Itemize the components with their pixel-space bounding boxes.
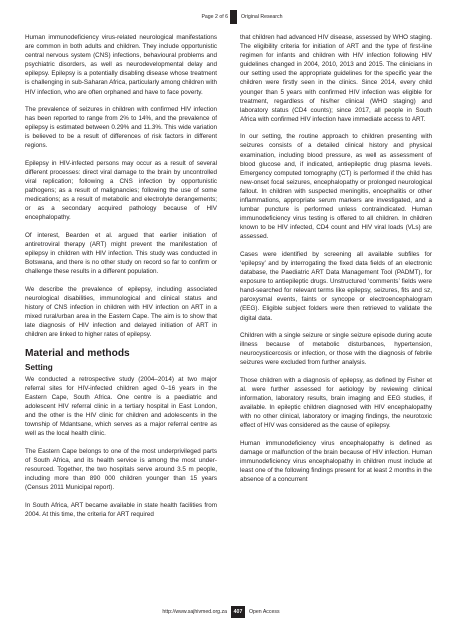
section-heading: Material and methods [25,347,130,359]
journal-url-link[interactable]: http://www.sajhivmed.org.za [162,609,227,615]
subsection-heading: Setting [25,362,53,372]
paragraph: In our setting, the routine approach to children presenting with seizures consists of a detailed clinical history and physical examination, including blood pressure, as well as assessment of blood glucose and, if indicated, antiepileptic drug plasma levels. Emergency computed tomography (CT) is performed if the child has new-onset focal seizures, encephalopathy or prolonged neurological fallout. In children with suspected meningitis, encephalitis or other inflammations, appropriate serum markers are investigated, and a lumbar puncture is performed unless contraindicated. Human immunodeficiency virus testing is offered to all children. In children known to be HIV infected, CD4 count and HIV viral loads (VLs) are assessed. [240,133,432,241]
paragraph: Cases were identified by screening all available subfiles for ‘epilepsy’ and by interrogating the fixed data fields of an electronic database, the Paediatric ART Data Management Tool (PADMT), for exposure to antiepileptic drugs. Unstructured ‘comments’ fields were hand-searched for relevant terms like epilepsy, seizures, fits and sz, paroxysmal events, faints or syncope or electroencephalogram (EEG). Eligible subject folders were then retrieved to validate the digital data. [240,250,432,322]
page-number: Page 2 of 6 [201,14,228,20]
section-label: Original Research [241,14,283,20]
paragraph: The prevalence of seizures in children with confirmed HIV infection has been reported to range from 2% to 14%, and the prevalence of epilepsy is estimated between 0.29% and 11.3%. This wide variation is believed to be a result of differences of risk factors in different regions. [25,106,217,150]
page-number-box: 407 [231,606,245,618]
paragraph: Of interest, Bearden et al. argued that earlier initiation of antiretroviral therapy (ART) might prevent the manifestation of epilepsy in children with HIV infection. This study was conducted in Botswana, and there is no other study on record so far to confirm or challenge these results in a different population. [25,231,217,276]
paragraph: Children with a single seizure or single seizure episode during acute illness because of metabolic disturbances, hypertension, neurocysticercosis or infection, or those with the diagnosis of febrile seizures were excluded from further analysis. [240,331,432,367]
left-column [25,33,217,527]
paragraph: We describe the prevalence of epilepsy, including associated neurological disabilities, immunological and clinical status and history of CNS infection in children with HIV infection on ART in a mixed rural/urban area in the Eastern Cape. The aim is to show that late diagnosis of HIV infection and delayed initiation of ART in children are linked to higher rates of epilepsy. [25,285,217,339]
paragraph: Epilepsy in HIV-infected persons may occur as a result of several different processes: direct viral damage to the brain by uncontrolled viral replication; following a CNS infection by opportunistic pathogens; as a result of malignancies; following the use of some medications; as a result of metabolic and electrolyte derangements; or as a secondary acquired pathology because of HIV encephalopathy. [25,159,217,222]
paragraph: We conducted a retrospective study (2004–2014) at two major referral sites for HIV-infected children aged 0–16 years in the Eastern Cape, South Africa. One centre is a paediatric and adolescent HIV referral clinic in a tertiary hospital in East London, and the other is the HIV clinic for children and adolescents in the township of Mdantsane, which serves as a major referral centre as well as the local health clinic. [25,375,217,438]
right-column [240,33,432,493]
paragraph: that children had advanced HIV disease, assessed by WHO staging. The eligibility criteria for initiation of ART and the type of first-line regimen for infants and children with HIV infection following HIV guidelines changed in 2004, 2010, 2013 and 2015. The clinicians in our setting used the appropriate guidelines for the specific year the children were firstly seen in the clinics. Since 2014, every child younger than 5 years with confirmed HIV infection was eligible for treatment, regardless of his/her clinical (WHO staging) and laboratory status (CD4 counts); since 2017, all people in South Africa with confirmed HIV infection have immediate access to ART. [240,34,432,123]
paragraph: Those children with a diagnosis of epilepsy, as defined by Fisher et al. were further assessed for aetiology by reviewing clinical information, laboratory results, brain imaging and EEG studies, if available. In epileptic children diagnosed with HIV encephalopathy with no other clinical, laboratory or imaging findings, the neurotoxic effect of HIV was considered as the cause of epilepsy. [240,376,432,430]
page-footer [0,606,453,618]
page-header [0,10,453,24]
header-divider-bar [230,10,237,24]
paragraph: Human immunodeficiency virus encephalopathy is defined as damage or malfunction of the brain because of HIV infection. Human immunodeficiency virus encephalopathy in children must include at least one of the following findings present for at least 2 months in the absence of a concurrent [240,439,432,484]
paragraph: Human immunodeficiency virus-related neurological manifestations are common in both adults and children. They include opportunistic central nervous system (CNS) infections, behavioural problems and psychiatric disorders, as well as neurodevelopmental delay and epilepsy. Epilepsy is a potentially disabling disease whose treatment is challenging in sub-Saharan Africa, particularly among children with HIV infection, who are often orphaned and have to face poverty. [25,34,217,96]
paragraph: In South Africa, ART became available in state health facilities from 2004. At this time, the criteria for ART required [25,501,217,518]
open-access-label: Open Access [249,609,280,615]
paragraph: The Eastern Cape belongs to one of the most underprivileged parts of South Africa, and its health service is among the most under-resourced. Together, the two hospitals serve around 3.5 m people, including more than 890 000 children younger than 15 years (Census 2011 Municipal report). [25,447,217,492]
